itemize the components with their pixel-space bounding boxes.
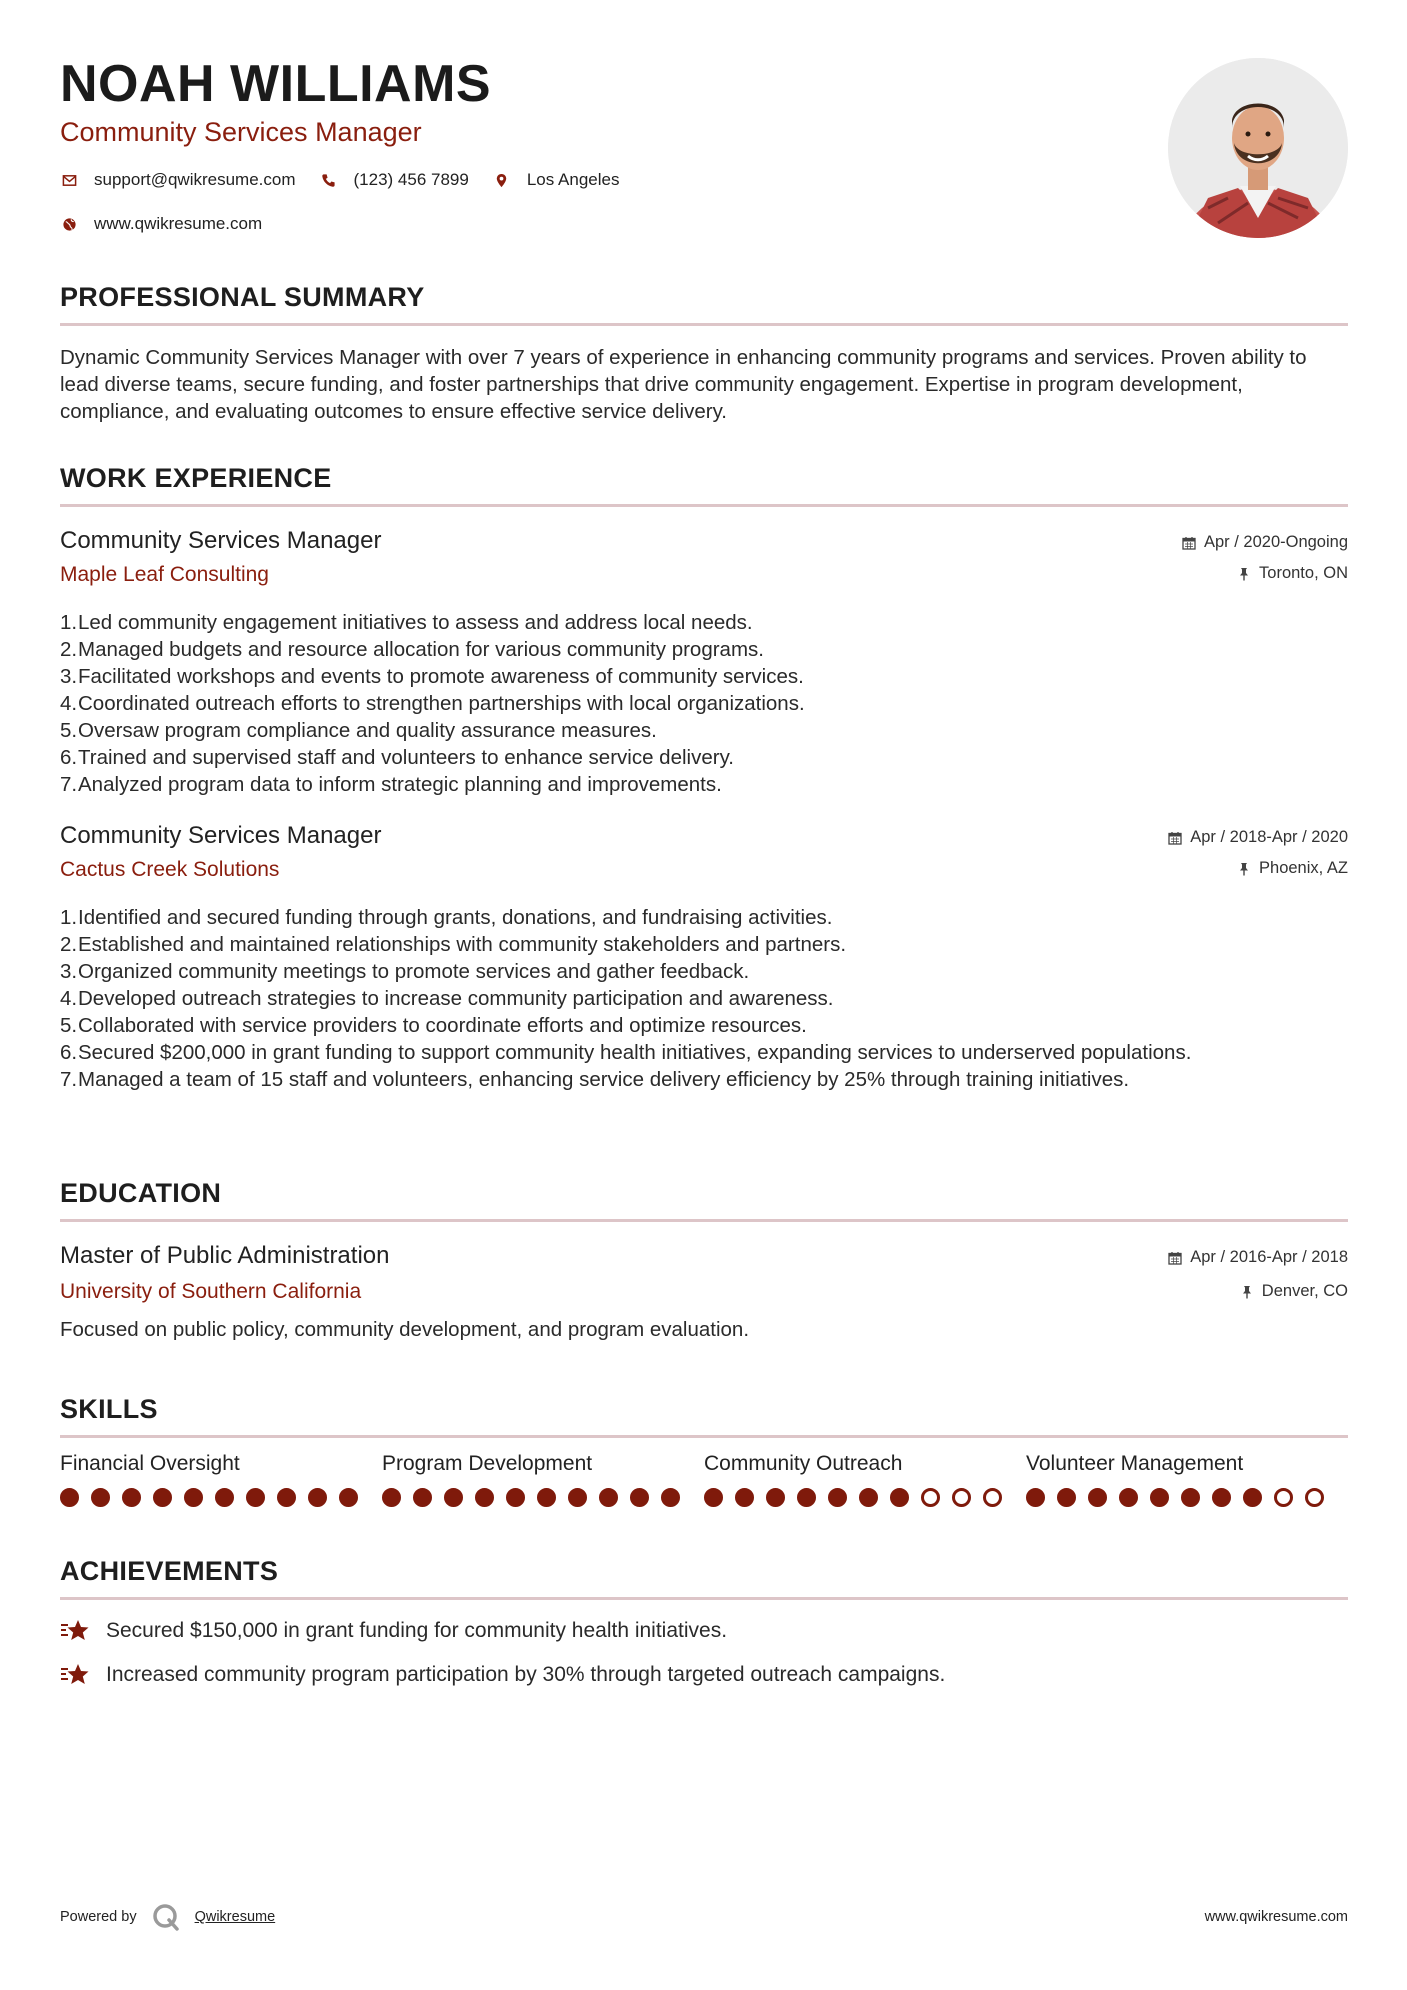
job-entry (60, 822, 1348, 1093)
school-name: University of Southern California (60, 1280, 362, 1303)
degree-title: Master of Public Administration (60, 1242, 390, 1269)
star-award-icon (60, 1618, 90, 1644)
rating-dot-empty (1305, 1488, 1324, 1507)
pushpin-icon (1237, 567, 1251, 581)
summary-heading: PROFESSIONAL SUMMARY (60, 282, 425, 312)
rating-dot-filled (1088, 1488, 1107, 1507)
list-item: 2. Managed budgets and resource allocation for various community programs. (60, 638, 764, 661)
achievement-text: Secured $150,000 in grant funding for community health initiatives. (106, 1619, 728, 1642)
list-item: 7. Analyzed program data to inform strategic planning and improvements. (60, 773, 722, 796)
email-text: support@qwikresume.com (94, 170, 296, 190)
rating-dot-empty (952, 1488, 971, 1507)
list-item: 3. Organized community meetings to promote services and gather feedback. (60, 960, 750, 983)
rating-dot-filled (1057, 1488, 1076, 1507)
list-item: 1. Led community engagement initiatives to assess and address local needs. (60, 611, 753, 634)
contact-location (493, 170, 620, 190)
powered-by-label: Powered by (60, 1909, 137, 1925)
summary-text: Dynamic Community Services Manager with over 7 years of experience in enhancing community programs and services. Proven ability to lead diverse teams, secure funding, and foster partnerships that drive community engagement. Expertise in program development, compliance, and evaluating outcomes to ensure effective service delivery. (60, 346, 1307, 423)
globe-icon (60, 215, 78, 233)
list-item: 6. Secured $200,000 in grant funding to support community health initiatives, expanding services to underserved populations. (60, 1041, 1192, 1064)
rating-dot-filled (599, 1488, 618, 1507)
calendar-icon (1182, 536, 1196, 550)
job-date-text: Apr / 2020-Ongoing (1203, 533, 1348, 551)
job-date (1168, 828, 1348, 847)
job-bullets (60, 609, 1348, 798)
phone-text: (123) 456 7899 (353, 170, 469, 190)
rating-dot-filled (661, 1488, 680, 1507)
list-item: 5. Collaborated with service providers to coordinate efforts and optimize resources. (60, 1014, 807, 1037)
education-section (60, 1178, 1348, 1343)
rating-dot-filled (630, 1488, 649, 1507)
rating-dot-filled (1181, 1488, 1200, 1507)
education-description: Focused on public policy, community development, and program evaluation. (60, 1318, 750, 1341)
rating-dot-filled (153, 1488, 172, 1507)
job-location-text: Toronto, ON (1259, 564, 1348, 582)
job-title: Community Services Manager (60, 527, 382, 554)
rating-dot-filled (1243, 1488, 1262, 1507)
achievements-list (60, 1618, 1348, 1688)
job-location (1237, 564, 1348, 583)
rating-dot-filled (91, 1488, 110, 1507)
section-divider (60, 504, 1348, 507)
rating-dot-empty (921, 1488, 940, 1507)
skill-name: Volunteer Management (1026, 1452, 1244, 1475)
rating-dot-empty (1274, 1488, 1293, 1507)
education-location-text: Denver, CO (1261, 1282, 1348, 1300)
list-item: 3. Facilitated workshops and events to promote awareness of community services. (60, 665, 804, 688)
footer-website[interactable]: www.qwikresume.com (1204, 1909, 1348, 1925)
skill-rating (1026, 1488, 1348, 1507)
skills-heading: SKILLS (60, 1394, 158, 1424)
rating-dot-filled (506, 1488, 525, 1507)
job-header (60, 527, 1348, 597)
rating-dot-filled (215, 1488, 234, 1507)
list-item: 7. Managed a team of 15 staff and volunteers, enhancing service delivery efficiency by 25% through training initiatives. (60, 1068, 1130, 1091)
rating-dot-filled (537, 1488, 556, 1507)
job-date-text: Apr / 2018-Apr / 2020 (1190, 828, 1348, 846)
contact-email[interactable] (60, 170, 296, 190)
candidate-role: Community Services Manager (60, 117, 422, 148)
list-item: 1. Identified and secured funding through grants, donations, and fundraising activities. (60, 906, 833, 929)
page-footer (60, 1902, 1348, 1932)
experience-section (60, 463, 1348, 1093)
section-divider (60, 1435, 1348, 1438)
star-award-icon (60, 1662, 90, 1688)
location-text: Los Angeles (526, 170, 620, 190)
job-date (1182, 533, 1348, 552)
rating-dot-filled (704, 1488, 723, 1507)
education-date (1168, 1248, 1348, 1267)
job-company: Cactus Creek Solutions (60, 858, 280, 881)
achievements-heading: ACHIEVEMENTS (60, 1556, 279, 1586)
calendar-icon (1168, 831, 1182, 845)
list-item: 4. Developed outreach strategies to increase community participation and awareness. (60, 987, 834, 1010)
summary-section (60, 282, 1348, 425)
rating-dot-filled (60, 1488, 79, 1507)
calendar-icon (1168, 1251, 1182, 1265)
list-item: 2. Established and maintained relationships with community stakeholders and partners. (60, 933, 847, 956)
skill-item (60, 1452, 382, 1507)
rating-dot-filled (766, 1488, 785, 1507)
rating-dot-filled (308, 1488, 327, 1507)
job-entry (60, 527, 1348, 798)
contact-row-website (60, 214, 1160, 234)
skill-item (382, 1452, 704, 1507)
rating-dot-filled (413, 1488, 432, 1507)
rating-dot-filled (1119, 1488, 1138, 1507)
rating-dot-filled (184, 1488, 203, 1507)
section-divider (60, 1219, 1348, 1222)
brand-link[interactable]: Qwikresume (194, 1909, 276, 1925)
job-company: Maple Leaf Consulting (60, 563, 269, 586)
skill-rating (382, 1488, 704, 1507)
map-pin-icon (493, 171, 511, 189)
list-item: 5. Oversaw program compliance and quality assurance measures. (60, 719, 657, 742)
rating-dot-filled (1026, 1488, 1045, 1507)
education-date-text: Apr / 2016-Apr / 2018 (1190, 1248, 1348, 1266)
rating-dot-filled (1150, 1488, 1169, 1507)
rating-dot-empty (983, 1488, 1002, 1507)
skill-name: Program Development (382, 1452, 593, 1475)
skills-grid (60, 1452, 1348, 1507)
skill-rating (704, 1488, 1026, 1507)
skill-item (1026, 1452, 1348, 1507)
education-heading: EDUCATION (60, 1178, 222, 1208)
education-entry (60, 1242, 1348, 1343)
rating-dot-filled (735, 1488, 754, 1507)
qwikresume-logo-icon (151, 1902, 181, 1932)
section-divider (60, 1597, 1348, 1600)
rating-dot-filled (277, 1488, 296, 1507)
rating-dot-filled (1212, 1488, 1231, 1507)
skill-name: Community Outreach (704, 1452, 903, 1475)
rating-dot-filled (382, 1488, 401, 1507)
job-bullets (60, 904, 1348, 1093)
rating-dot-filled (444, 1488, 463, 1507)
skills-section (60, 1394, 1348, 1507)
skill-name: Financial Oversight (60, 1452, 240, 1475)
job-title: Community Services Manager (60, 822, 382, 849)
skill-rating (60, 1488, 382, 1507)
rating-dot-filled (859, 1488, 878, 1507)
job-location (1237, 859, 1348, 878)
resume-header (60, 56, 1160, 234)
achievements-section (60, 1556, 1348, 1688)
contact-phone[interactable] (320, 170, 469, 190)
phone-icon (320, 171, 338, 189)
job-location-text: Phoenix, AZ (1259, 859, 1348, 877)
rating-dot-filled (475, 1488, 494, 1507)
list-item: 6. Trained and supervised staff and volunteers to enhance service delivery. (60, 746, 734, 769)
website-text: www.qwikresume.com (94, 214, 263, 234)
envelope-icon (60, 171, 78, 189)
education-header (60, 1242, 1348, 1312)
contact-website[interactable] (60, 214, 262, 234)
achievement-text: Increased community program participation by 30% through targeted outreach campaigns. (106, 1663, 946, 1686)
achievement-item (60, 1662, 1348, 1688)
section-divider (60, 323, 1348, 326)
rating-dot-filled (828, 1488, 847, 1507)
skill-item (704, 1452, 1026, 1507)
contact-row (60, 170, 1160, 190)
rating-dot-filled (339, 1488, 358, 1507)
rating-dot-filled (246, 1488, 265, 1507)
achievement-item (60, 1618, 1348, 1644)
profile-photo (1168, 58, 1348, 238)
rating-dot-filled (122, 1488, 141, 1507)
list-item: 4. Coordinated outreach efforts to strengthen partnerships with local organizations. (60, 692, 805, 715)
rating-dot-filled (797, 1488, 816, 1507)
education-location (1240, 1282, 1348, 1301)
pushpin-icon (1240, 1285, 1254, 1299)
rating-dot-filled (890, 1488, 909, 1507)
candidate-name: NOAH WILLIAMS (60, 55, 492, 113)
rating-dot-filled (568, 1488, 587, 1507)
experience-heading: WORK EXPERIENCE (60, 463, 332, 493)
pushpin-icon (1237, 862, 1251, 876)
job-header (60, 822, 1348, 892)
